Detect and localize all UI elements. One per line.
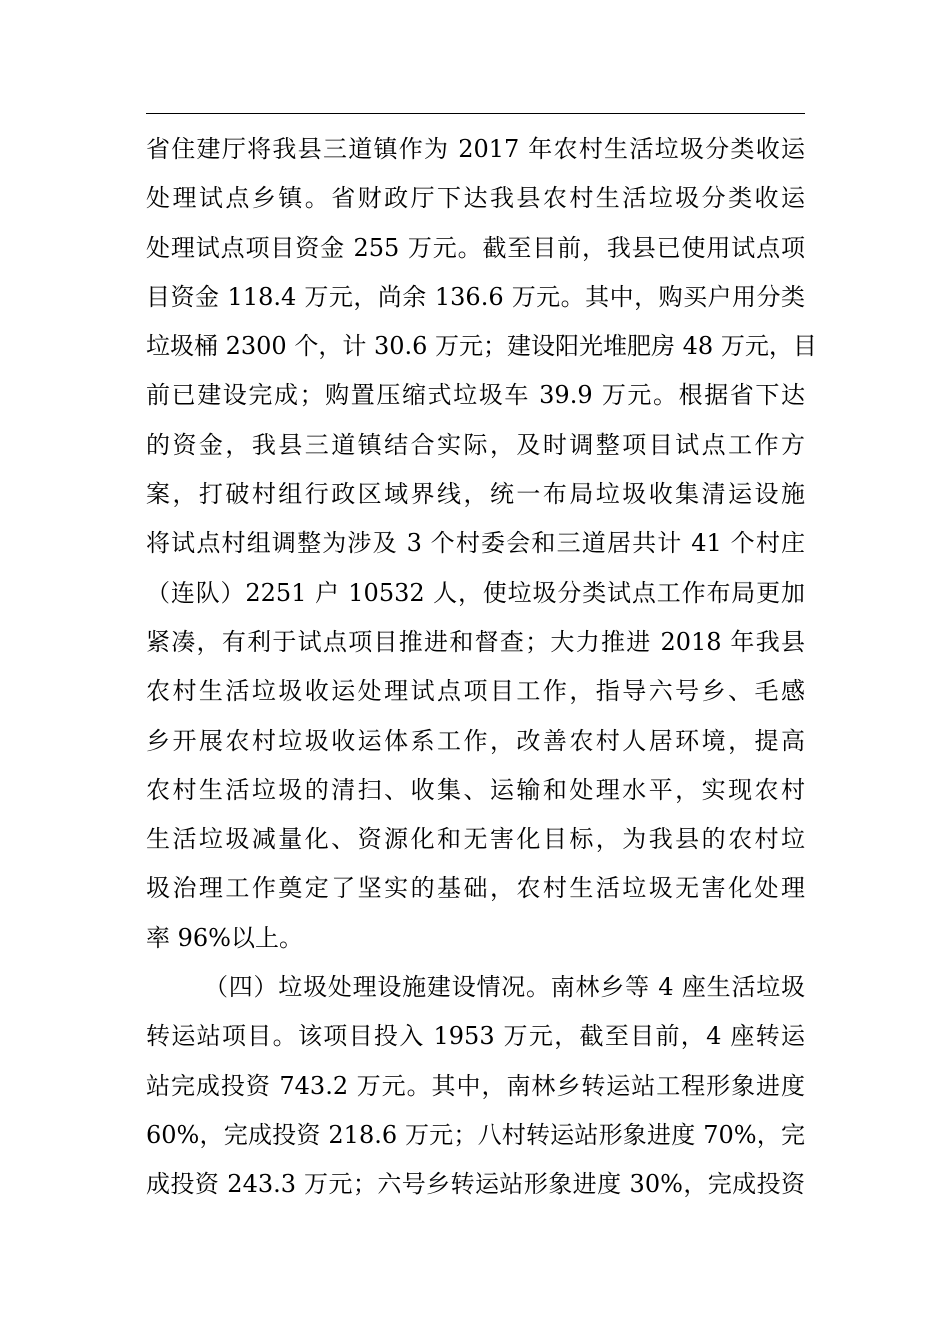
paragraph-1 [146, 125, 817, 963]
text-line: 案，打破村组行政区域界线，统一布局垃圾收集清运设施 [146, 480, 805, 509]
text-line: 垃圾桶 2300 个，计 30.6 万元；建设阳光堆肥房 48 万元，目 [146, 332, 817, 361]
text-line: 生活垃圾减量化、资源化和无害化目标，为我县的农村垃 [146, 825, 805, 854]
text-line: 农村生活垃圾收运处理试点项目工作，指导六号乡、毛感 [146, 677, 805, 706]
text-line: 省住建厅将我县三道镇作为 2017 年农村生活垃圾分类收运 [146, 135, 805, 163]
text-line: 紧凑，有利于试点项目推进和督查；大力推进 2018 年我县 [146, 627, 805, 656]
text-line: （连队）2251 户 10532 人，使垃圾分类试点工作布局更加 [146, 578, 805, 607]
text-line: 处理试点乡镇。省财政厅下达我县农村生活垃圾分类收运 [146, 184, 805, 213]
text-line: 农村生活垃圾的清扫、收集、运输和处理水平，实现农村 [146, 775, 805, 804]
text-line: 站完成投资 743.2 万元。其中，南林乡转运站工程形象进度 [146, 1071, 805, 1100]
text-line: 60%，完成投资 218.6 万元；八村转运站形象进度 70%，完 [146, 1120, 805, 1149]
paragraph-2 [146, 963, 805, 1209]
text-line: 乡开展农村垃圾收运体系工作，改善农村人居环境，提高 [146, 726, 805, 755]
text-line: （四）垃圾处理设施建设情况。南林乡等 4 座生活垃圾 [204, 973, 805, 1002]
text-line: 处理试点项目资金 255 万元。截至目前，我县已使用试点项 [146, 233, 805, 262]
text-line: 前已建设完成；购置压缩式垃圾车 39.9 万元。根据省下达 [146, 381, 805, 410]
text-line: 将试点村组调整为涉及 3 个村委会和三道居共计 41 个村庄 [146, 529, 805, 558]
text-line: 目资金 118.4 万元，尚余 136.6 万元。其中，购买户用分类 [146, 282, 805, 311]
header-rule [146, 113, 805, 114]
text-line: 的资金，我县三道镇结合实际，及时调整项目试点工作方 [146, 430, 805, 459]
body-text [146, 125, 817, 1210]
text-line: 率 96%以上。 [146, 923, 303, 952]
text-line: 转运站项目。该项目投入 1953 万元，截至目前，4 座转运 [146, 1022, 805, 1051]
text-line: 圾治理工作奠定了坚实的基础，农村生活垃圾无害化处理 [146, 874, 805, 903]
text-line: 成投资 243.3 万元；六号乡转运站形象进度 30%，完成投资 [146, 1170, 805, 1199]
